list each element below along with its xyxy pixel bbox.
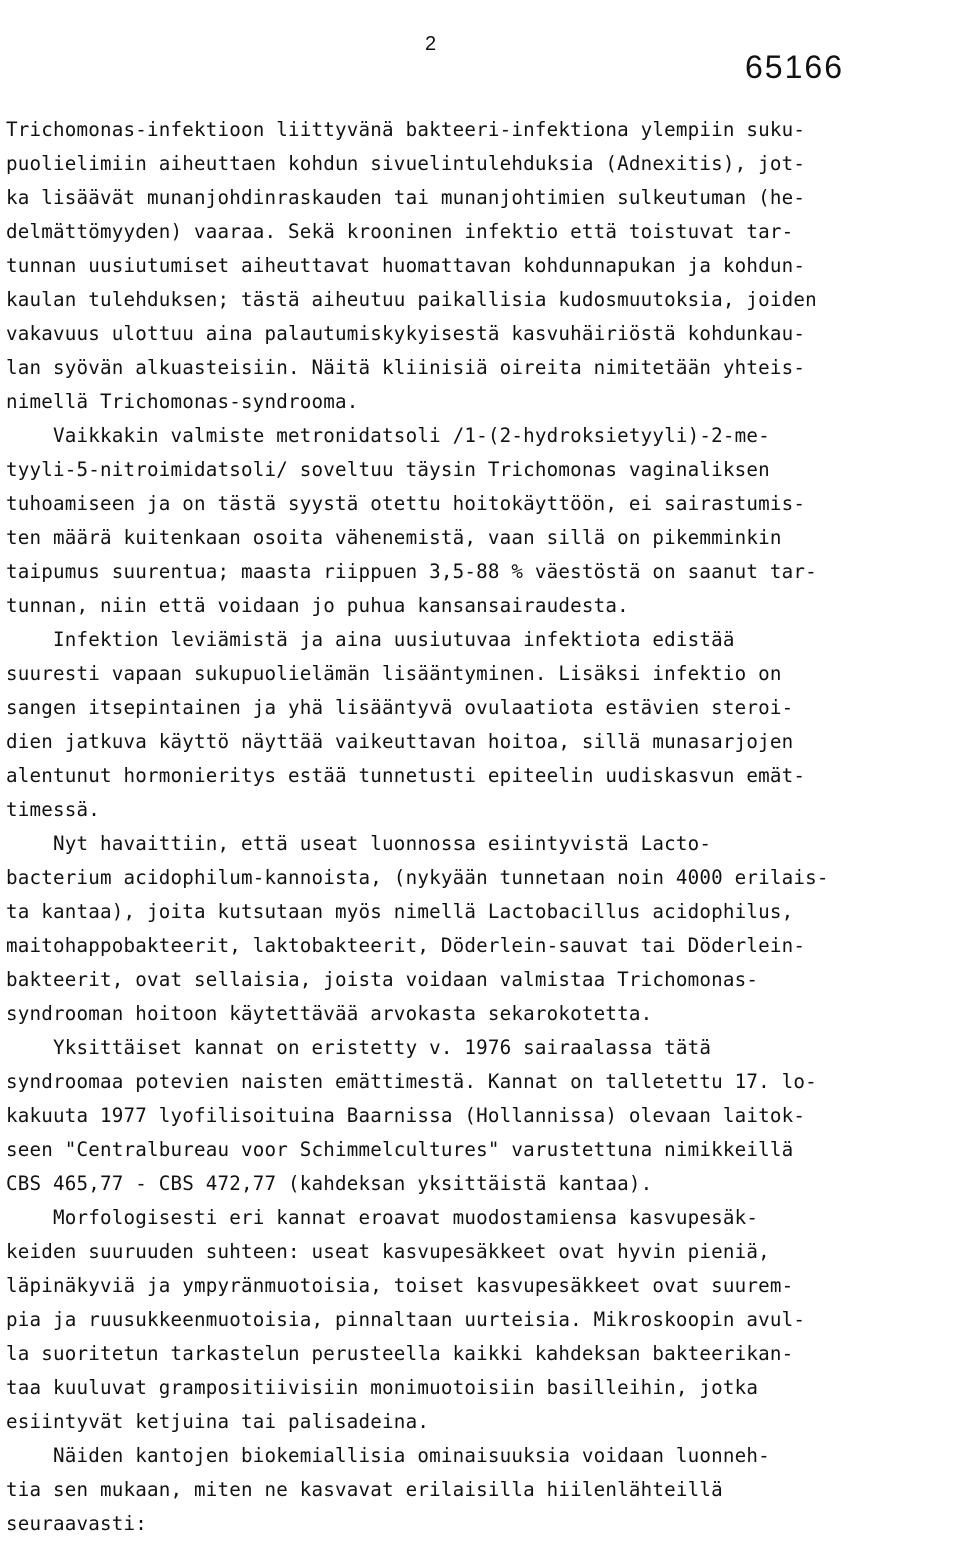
text-line: bacterium acidophilum-kannoista, (nykyään tunnetaan noin 4000 erilais-	[6, 866, 829, 889]
text-line: Trichomonas-infektioon liittyvänä bakteeri-infektiona ylempiin suku-	[6, 118, 806, 141]
text-line: tia sen mukaan, miten ne kasvavat erilaisilla hiilenlähteillä	[6, 1478, 723, 1501]
text-line: kaulan tulehduksen; tästä aiheutuu paikallisia kudosmuutoksia, joiden	[6, 288, 817, 311]
text-line: nimellä Trichomonas-syndrooma.	[6, 390, 359, 413]
text-line: pia ja ruusukkeenmuotoisia, pinnaltaan uurteisia. Mikroskoopin avul-	[6, 1308, 806, 1331]
text-line: Infektion leviämistä ja aina uusiutuvaa infektiota edistää	[6, 628, 735, 651]
text-line: kakuuta 1977 lyofilisoituina Baarnissa (Hollannissa) olevaan laitok-	[6, 1104, 806, 1127]
text-line: maitohappobakteerit, laktobakteerit, Döderlein-sauvat tai Döderlein-	[6, 934, 806, 957]
text-line: tunnan uusiutumiset aiheuttavat huomattavan kohdunnapukan ja kohdun-	[6, 254, 806, 277]
text-line: tuhoamiseen ja on tästä syystä otettu hoitokäyttöön, ei sairastumis-	[6, 492, 806, 515]
text-line: bakteerit, ovat sellaisia, joista voidaan valmistaa Trichomonas-	[6, 968, 759, 991]
text-line: Vaikkakin valmiste metronidatsoli /1-(2-hydroksietyyli)-2-me-	[6, 424, 770, 447]
text-line: lan syövän alkuasteisiin. Näitä kliinisiä oireita nimitetään yhteis-	[6, 356, 806, 379]
text-line: suuresti vapaan sukupuolielämän lisääntyminen. Lisäksi infektio on	[6, 662, 782, 685]
text-line: Morfologisesti eri kannat eroavat muodostamiensa kasvupesäk-	[6, 1206, 759, 1229]
text-line: ka lisäävät munanjohdinraskauden tai munanjohtimien sulkeutuman (he-	[6, 186, 806, 209]
text-line: taa kuuluvat grampositiivisiin monimuotoisiin basilleihin, jotka	[6, 1376, 759, 1399]
text-line: CBS 465,77 - CBS 472,77 (kahdeksan yksittäistä kantaa).	[6, 1172, 653, 1195]
document-number: 65166	[745, 49, 844, 85]
text-line: taipumus suurentua; maasta riippuen 3,5-88 % väestöstä on saanut tar-	[6, 560, 817, 583]
text-line: delmättömyyden) vaaraa. Sekä krooninen infektio että toistuvat tar-	[6, 220, 794, 243]
text-line: Näiden kantojen biokemiallisia ominaisuuksia voidaan luonneh-	[6, 1444, 770, 1467]
text-line: esiintyvät ketjuina tai palisadeina.	[6, 1410, 430, 1433]
text-line: puolielimiin aiheuttaen kohdun sivuelintulehduksia (Adnexitis), jot-	[6, 152, 806, 175]
text-line: syndrooman hoitoon käytettävää arvokasta sekarokotetta.	[6, 1002, 653, 1025]
text-line: ten määrä kuitenkaan osoita vähenemistä, vaan sillä on pikemminkin	[6, 526, 782, 549]
text-line: tunnan, niin että voidaan jo puhua kansansairaudesta.	[6, 594, 629, 617]
page-number: 2	[425, 33, 437, 55]
text-line: seen "Centralbureau voor Schimmelcultures" varustettuna nimikkeillä	[6, 1138, 794, 1161]
text-line: läpinäkyviä ja ympyränmuotoisia, toiset kasvupesäkkeet ovat suurem-	[6, 1274, 794, 1297]
text-line: seuraavasti:	[6, 1512, 148, 1535]
text-line: timessä.	[6, 798, 101, 821]
text-line: syndroomaa potevien naisten emättimestä. Kannat on talletettu 17. lo-	[6, 1070, 817, 1093]
text-line: tyyli-5-nitroimidatsoli/ soveltuu täysin Trichomonas vaginaliksen	[6, 458, 770, 481]
text-line: alentunut hormonieritys estää tunnetusti epiteelin uudiskasvun emät-	[6, 764, 806, 787]
text-line: dien jatkuva käyttö näyttää vaikeuttavan hoitoa, sillä munasarjojen	[6, 730, 794, 753]
text-line: vakavuus ulottuu aina palautumiskykyisestä kasvuhäiriöstä kohdunkau-	[6, 322, 806, 345]
text-line: Yksittäiset kannat on eristetty v. 1976 sairaalassa tätä	[6, 1036, 712, 1059]
text-line: keiden suuruuden suhteen: useat kasvupesäkkeet ovat hyvin pieniä,	[6, 1240, 770, 1263]
text-line: la suoritetun tarkastelun perusteella kaikki kahdeksan bakteerikan-	[6, 1342, 794, 1365]
text-line: sangen itsepintainen ja yhä lisääntyvä ovulaatiota estävien steroi-	[6, 696, 794, 719]
document-body	[6, 113, 956, 1541]
text-line: ta kantaa), joita kutsutaan myös nimellä Lactobacillus acidophilus,	[6, 900, 794, 923]
text-line: Nyt havaittiin, että useat luonnossa esiintyvistä Lacto-	[6, 832, 712, 855]
